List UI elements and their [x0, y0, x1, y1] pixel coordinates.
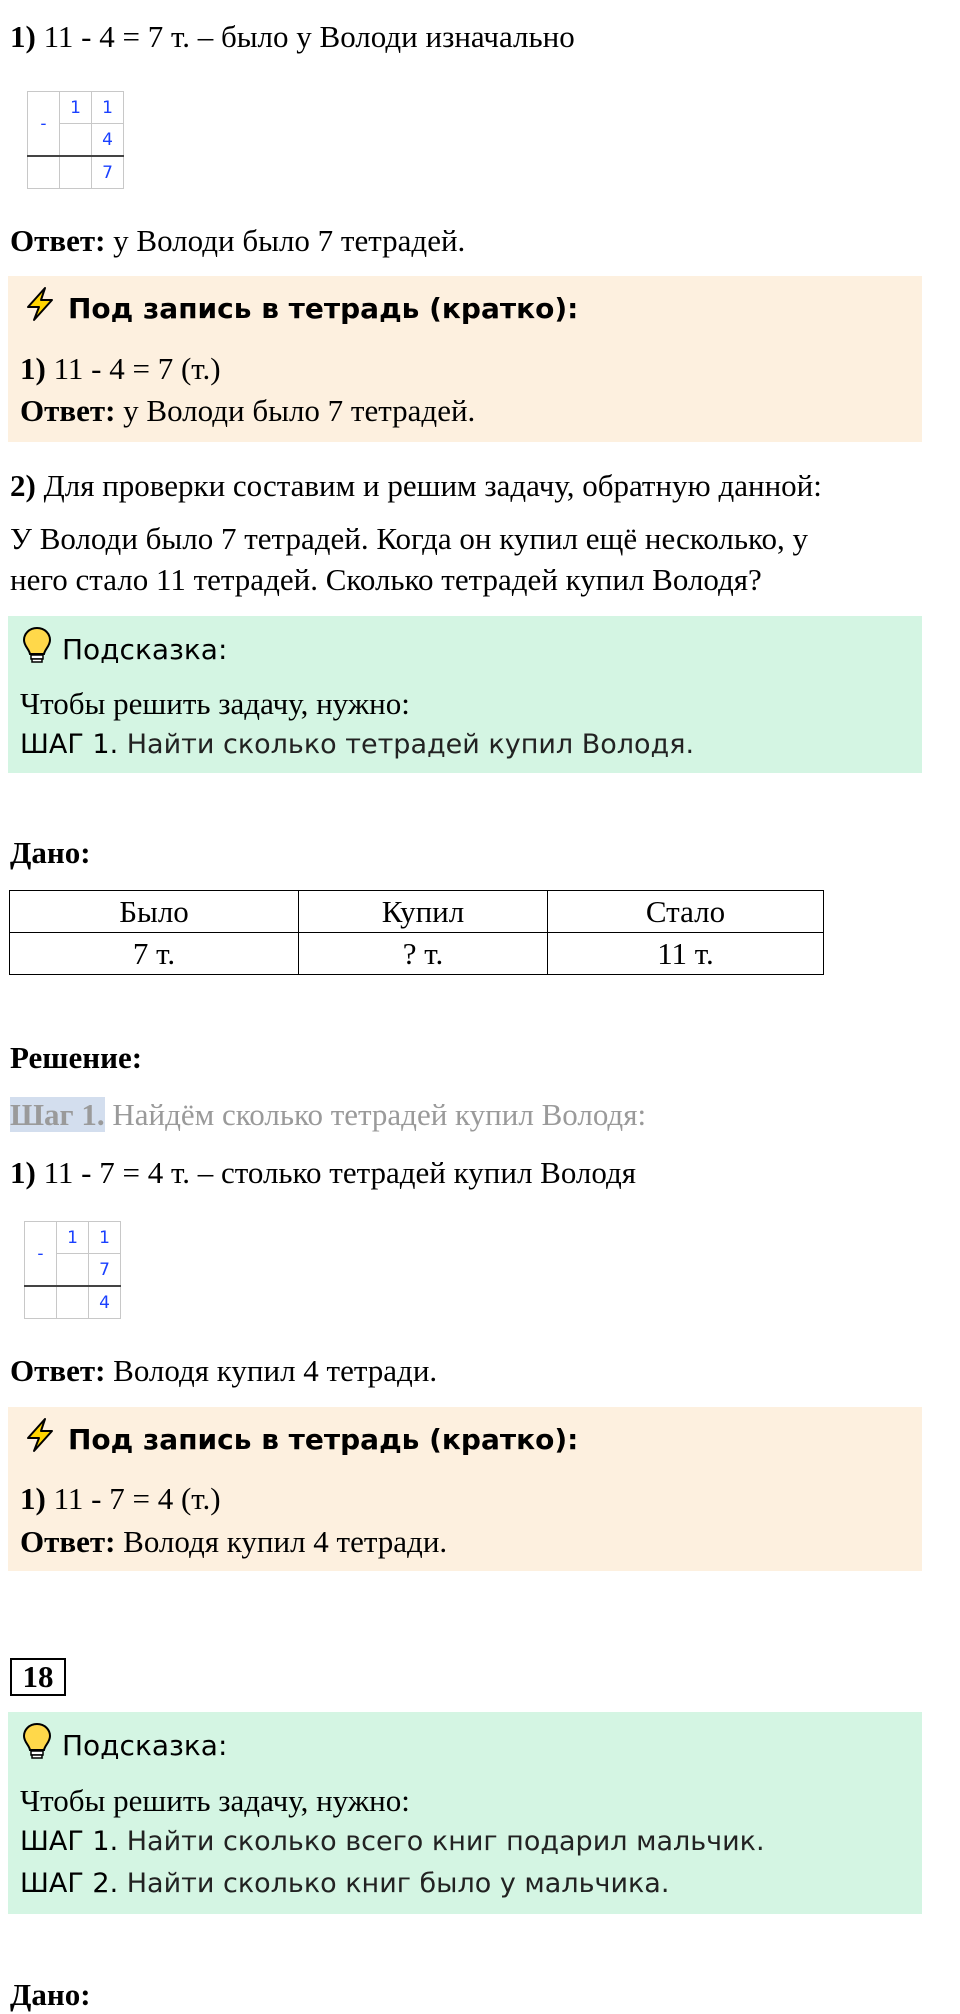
calc1-result: 7 — [92, 156, 124, 189]
table-value-cell: 11 т. — [548, 933, 824, 975]
hint2-step-text: Найти сколько всего книг подарил мальчик. — [118, 1826, 765, 1857]
hint2-title: Подсказка: — [62, 1728, 228, 1762]
hint-box-1 — [8, 616, 922, 773]
note2-answer-text: Володя купил 4 тетради. — [115, 1524, 448, 1559]
note1-eq: 11 - 4 = 7 (т.) — [45, 351, 221, 386]
given2-label: Дано: — [10, 1977, 91, 2012]
column-subtraction-1 — [27, 91, 124, 189]
table-value-cell: ? т. — [299, 933, 548, 975]
solution-number: 1) — [10, 1155, 36, 1190]
answer2-label: Ответ: — [10, 1353, 106, 1388]
lightbulb-icon — [22, 1722, 62, 1769]
step1-line — [10, 18, 575, 56]
hint2-step-1 — [20, 1823, 765, 1861]
calc1-digit: 1 — [60, 92, 92, 124]
note2-eq: 11 - 7 = 4 (т.) — [45, 1481, 221, 1516]
solution-equation-line — [10, 1154, 636, 1192]
column-subtraction-2 — [24, 1221, 121, 1319]
notebook-note-1 — [8, 276, 922, 442]
hint1-step-text: Найти сколько тетрадей купил Володя. — [118, 729, 695, 760]
note2-answer — [20, 1523, 447, 1561]
step2-line — [10, 467, 822, 505]
lightning-icon — [22, 286, 68, 331]
given-table — [9, 890, 824, 975]
problem-line-2: него стало 11 тетрадей. Сколько тетрадей купил Володя? — [10, 562, 762, 597]
hint1-title: Подсказка: — [62, 632, 228, 666]
solution-step-text: Найдём сколько тетрадей купил Володя: — [104, 1097, 647, 1132]
note1-answer-text: у Володи было 7 тетрадей. — [115, 393, 476, 428]
solution-step-label: Шаг 1. — [10, 1097, 105, 1132]
answer1-text: у Володи было 7 тетрадей. — [105, 223, 466, 258]
hint2-intro: Чтобы решить задачу, нужно: — [20, 1783, 410, 1818]
calc2-digit: 1 — [57, 1222, 89, 1254]
note1-number: 1) — [20, 351, 46, 386]
hint2-step-label: ШАГ 1. — [20, 1826, 119, 1857]
calc2-operator: - — [25, 1222, 57, 1287]
note2-title: Под запись в тетрадь (кратко): — [68, 1422, 579, 1456]
hint1-intro: Чтобы решить задачу, нужно: — [20, 686, 410, 721]
hint2-step-text: Найти сколько книг было у мальчика. — [118, 1868, 670, 1899]
calc1-empty-cell — [60, 124, 92, 157]
hint2-step-label: ШАГ 2. — [20, 1868, 119, 1899]
note2-header — [22, 1417, 578, 1462]
answer1-label: Ответ: — [10, 223, 106, 258]
note2-equation — [20, 1480, 221, 1518]
answer2-line — [10, 1352, 437, 1390]
table-header-cell: Стало — [548, 891, 824, 933]
note1-title: Под запись в тетрадь (кратко): — [68, 291, 579, 325]
table-header-cell: Купил — [299, 891, 548, 933]
step1-text: 11 - 4 = 7 т. – было у Володи изначально — [35, 19, 575, 54]
answer1-line — [10, 222, 465, 260]
solution-step-line — [10, 1096, 646, 1134]
step2-text: Для проверки составим и решим задачу, обратную данной: — [35, 468, 822, 503]
calc1-empty-cell — [28, 156, 60, 189]
step1-number: 1) — [10, 19, 36, 54]
hint1-step-label: ШАГ 1. — [20, 729, 119, 760]
task-number: 18 — [10, 1658, 66, 1696]
calc2-digit: 1 — [89, 1222, 121, 1254]
table-value-cell: 7 т. — [10, 933, 299, 975]
calc2-empty-cell — [57, 1254, 89, 1287]
note1-answer-label: Ответ: — [20, 393, 116, 428]
hint2-step-2 — [20, 1865, 669, 1903]
calc2-subtrahend: 7 — [89, 1254, 121, 1287]
notebook-note-2 — [8, 1407, 922, 1571]
calc1-empty-cell — [60, 156, 92, 189]
calc2-result: 4 — [89, 1286, 121, 1319]
answer2-text: Володя купил 4 тетради. — [105, 1353, 438, 1388]
calc1-operator: - — [28, 92, 60, 157]
calc1-subtrahend: 4 — [92, 124, 124, 157]
step2-number: 2) — [10, 468, 36, 503]
given1-label: Дано: — [10, 835, 91, 870]
calc1-digit: 1 — [92, 92, 124, 124]
solution-label: Решение: — [10, 1040, 143, 1075]
lightning-icon — [22, 1417, 68, 1462]
note1-answer — [20, 392, 475, 430]
solution-eq: 11 - 7 = 4 т. – столько тетрадей купил Володя — [35, 1155, 637, 1190]
calc2-empty-cell — [25, 1286, 57, 1319]
note1-header — [22, 286, 578, 331]
table-header-cell: Было — [10, 891, 299, 933]
hint2-header — [22, 1722, 227, 1769]
hint-box-2 — [8, 1712, 922, 1914]
note2-answer-label: Ответ: — [20, 1524, 116, 1559]
note1-equation — [20, 350, 221, 388]
calc2-empty-cell — [57, 1286, 89, 1319]
hint1-header — [22, 626, 227, 673]
problem-line-1: У Володи было 7 тетрадей. Когда он купил ещё несколько, у — [10, 521, 808, 556]
lightbulb-icon — [22, 626, 62, 673]
note2-number: 1) — [20, 1481, 46, 1516]
hint1-step — [20, 726, 694, 764]
